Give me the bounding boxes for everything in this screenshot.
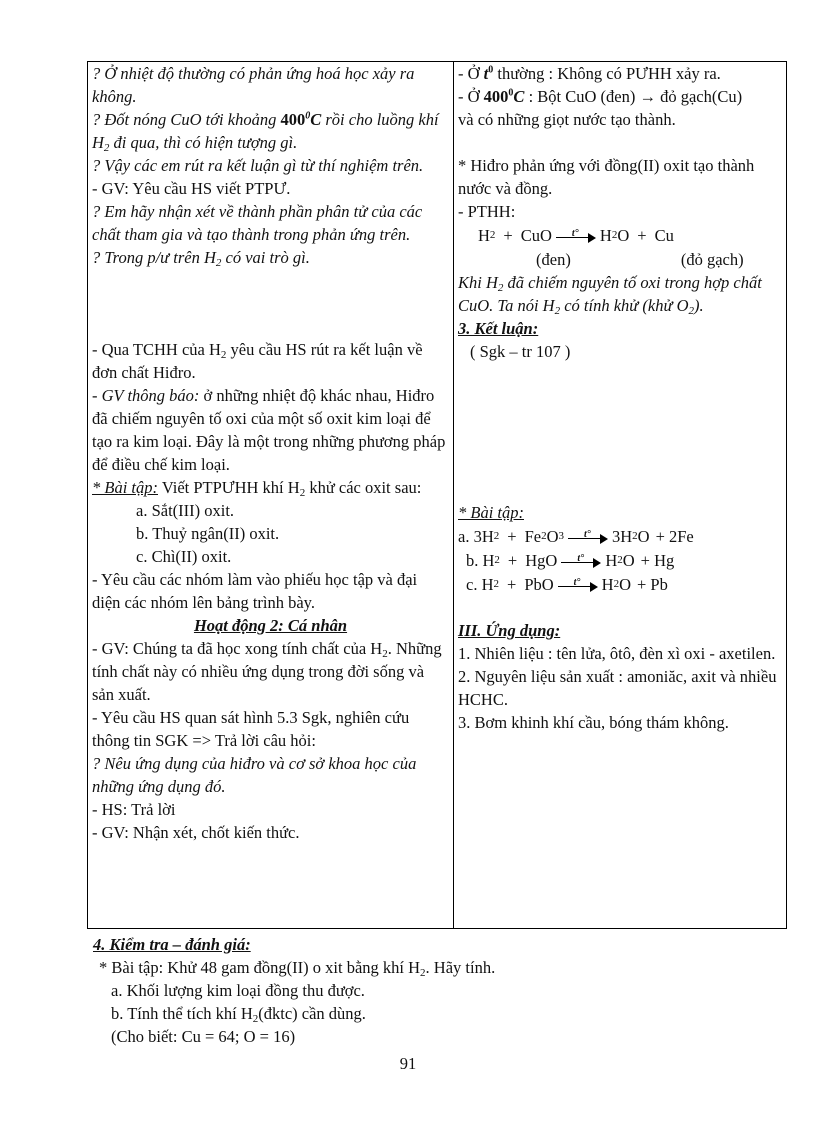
teacher-activity-column bbox=[88, 62, 454, 929]
exercise-prompt: * Bài tập: Viết PTPƯHH khí $H_2$ khử các oxit sau: bbox=[92, 478, 422, 499]
question-3: ? Vậy các em rút ra kết luận gì từ thí nghiệm trên. bbox=[92, 156, 424, 175]
reducing-property-note: Khi $H_2$ đã chiếm nguyên tố oxi trong hợp chất CuO. Ta nói $H_2$ có tính khử (khử $O_2$). bbox=[458, 273, 762, 317]
application-1: 1. Nhiên liệu : tên lửa, ôtô, đèn xì oxi - axetilen. bbox=[458, 644, 776, 663]
question-4: ? Em hãy nhận xét về thành phần phân tử của các chất tham gia và tạo thành trong phản ứng trên. bbox=[92, 202, 423, 244]
student-response: - HS: Trả lời bbox=[92, 800, 176, 819]
cuo-equation: H 2 + CuO t° H 2 O + Cu bbox=[478, 225, 674, 245]
assessment-given: (Cho biết: Cu = 64; O = 16) bbox=[111, 1027, 296, 1046]
teacher-announcement: - GV thông báo: ở những nhiệt độ khác nhau, Hiđro đã chiếm nguyên tố oxi của một số oxit kim loại để tạo ra kim loại. Đây là một trong những phương pháp để điều chế kim loại. bbox=[92, 386, 446, 474]
reaction-arrow-icon: t° bbox=[568, 529, 608, 543]
application-2: 2. Nguyên liệu sản xuất : amoniăc, axit và nhiều HCHC. bbox=[458, 667, 777, 709]
teacher-conclusion: - GV: Nhận xét, chốt kiến thức. bbox=[92, 823, 300, 842]
equation-b: b. H 2 + HgO t° H 2 O + Hg bbox=[466, 550, 675, 570]
activity-2-heading: Hoạt động 2: Cá nhân bbox=[193, 616, 348, 635]
assessment-part-a: a. Khối lượng kim loại đồng thu được. bbox=[111, 981, 365, 1000]
question-5: ? Trong p/ư trên $H_2$ có vai trò gì. bbox=[92, 248, 310, 269]
assessment-section bbox=[93, 933, 773, 1048]
reaction-arrow-icon: t° bbox=[558, 577, 598, 591]
conclusion-request: - Qua TCHH của $H_2$ yêu cầu HS rút ra kết luận về đơn chất Hiđro. bbox=[92, 340, 423, 382]
assessment-exercise: * Bài tập: Khử 48 gam đồng(II) o xit bằng khí $H_2$. Hãy tính. bbox=[99, 958, 496, 979]
lesson-table bbox=[87, 61, 787, 929]
exercise-item-a: a. Sắt(III) oxit. bbox=[136, 501, 235, 520]
conclusion-reference: ( Sgk – tr 107 ) bbox=[470, 342, 571, 361]
observation-room-temp: - Ở $t^0$ thường : Không có PƯHH xảy ra. bbox=[458, 64, 721, 83]
teacher-instruction-1: - GV: Yêu cầu HS viết PTPƯ. bbox=[92, 179, 291, 198]
exercise-item-b: b. Thuỷ ngân(II) oxit. bbox=[136, 524, 280, 543]
pthh-label: - PTHH: bbox=[458, 202, 516, 221]
observe-instruction: - Yêu cầu HS quan sát hình 5.3 Sgk, nghiên cứu thông tin SGK => Trả lời câu hỏi: bbox=[92, 708, 410, 750]
conclusion-heading: 3. Kết luận: bbox=[458, 319, 539, 338]
arrow-icon: → bbox=[635, 87, 661, 106]
assessment-part-b: b. Tính thể tích khí $H_2(đktc)$ cần dùng. bbox=[111, 1004, 366, 1025]
observation-water: và có những giọt nước tạo thành. bbox=[458, 110, 676, 129]
question-6: ? Nêu ứng dụng của hiđro và cơ sở khoa học của những ứng dụng đó. bbox=[92, 754, 417, 796]
reaction-arrow-icon: t° bbox=[556, 228, 596, 242]
observation-400c: - Ở $400^0C$ : Bột CuO (đen) → đỏ gạch(Cu) bbox=[458, 87, 743, 106]
content-column bbox=[454, 62, 787, 929]
reaction-summary: * Hiđro phản ứng với đồng(II) oxit tạo thành nước và đồng. bbox=[458, 156, 755, 198]
equation-colors: (đen) (đỏ gạch) bbox=[536, 249, 744, 269]
assessment-heading: 4. Kiểm tra – đánh giá: bbox=[93, 935, 251, 954]
reaction-arrow-icon: t° bbox=[561, 553, 601, 567]
equation-c: c. H 2 + PbO t° H 2 O + Pb bbox=[466, 574, 668, 594]
exercise-heading: * Bài tập: bbox=[458, 503, 524, 522]
exercise-item-c: c. Chì(II) oxit. bbox=[136, 547, 232, 566]
applications-heading: III. Ứng dụng: bbox=[458, 621, 561, 640]
question-1: ? Ở nhiệt độ thường có phản ứng hoá học xảy ra không. bbox=[92, 64, 415, 106]
question-2: ? Đốt nóng CuO tới khoảng $400^0C$ rồi cho luồng khí $H_2$ đi qua, thì có hiện tượng gì. bbox=[92, 110, 439, 154]
teacher-statement-2: - GV: Chúng ta đã học xong tính chất của $H_2$. Những tính chất này có nhiều ứng dụng trong đời sống và sản xuất. bbox=[92, 639, 442, 704]
group-work-instruction: - Yêu cầu các nhóm làm vào phiếu học tập và đại diện các nhóm lên bảng trình bày. bbox=[92, 570, 418, 612]
application-3: 3. Bơm khinh khí cầu, bóng thám không. bbox=[458, 713, 729, 732]
equation-a: a. 3H 2 + Fe 2 O 3 t° 3H 2 O + 2Fe bbox=[458, 526, 694, 546]
page-number: 91 bbox=[399, 1054, 417, 1073]
